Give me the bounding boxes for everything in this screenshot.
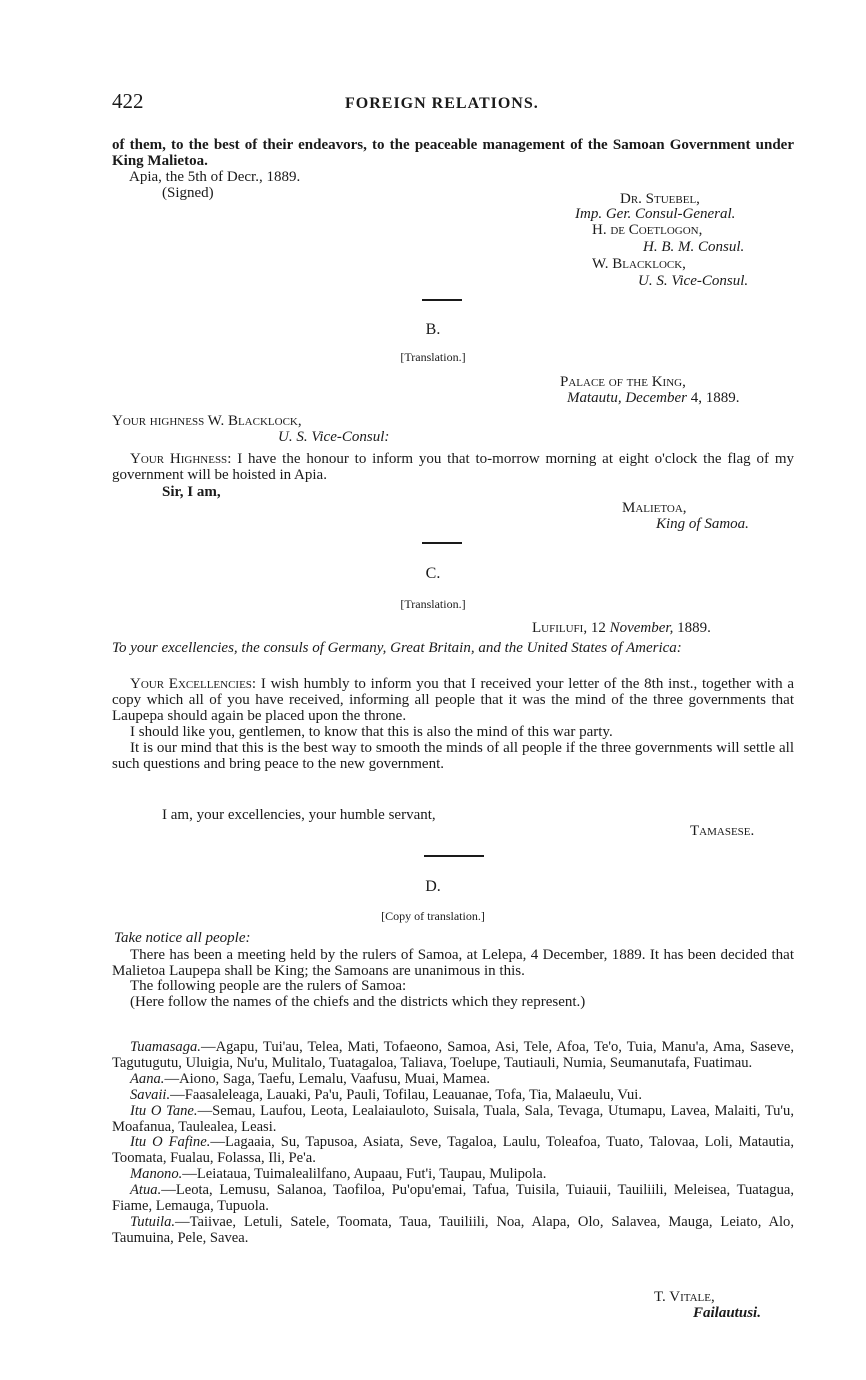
district-item — [112, 1088, 794, 1104]
district-name: Savaii. — [130, 1086, 171, 1103]
c-year: 1889. — [673, 620, 711, 636]
section-b-letter: B. — [425, 321, 441, 338]
b-signer-title: King of Samoa. — [656, 516, 749, 532]
d-district-list — [112, 1040, 794, 1247]
b-body — [112, 451, 794, 483]
district-name: Itu O Fafine. — [130, 1134, 211, 1151]
district-name: Atua. — [130, 1182, 162, 1199]
district-chiefs: Lagaaia, Su, Tapusoa, Asiata, Seve, Tagaloa, Laulu, Toleafoa, Tuato, Talovaa, Loli, Matautia, Toomata, Fualau, Folassa, Ili, Pe'a. — [112, 1134, 794, 1167]
district-name: Aana. — [130, 1070, 165, 1087]
district-chiefs: Aiono, Saga, Taefu, Lemalu, Vaafusu, Muai, Mamea. — [179, 1070, 490, 1087]
district-item — [112, 1135, 794, 1167]
district-dash: — — [182, 1166, 197, 1183]
c-day: 12 — [587, 620, 610, 636]
district-item — [112, 1167, 794, 1183]
district-name: Tutuila. — [130, 1213, 176, 1230]
c-addressee — [112, 640, 794, 656]
c-paragraph-2: I should like you, gentlemen, to know that this is also the mind of this war party. — [130, 724, 613, 740]
b-salutation: Your Highness — [130, 451, 228, 467]
d-signer-title: Failautusi. — [693, 1305, 761, 1321]
district-name: Manono. — [130, 1166, 183, 1183]
district-dash: — — [197, 1102, 213, 1119]
divider-rule-b — [422, 299, 462, 301]
district-dash: — — [170, 1086, 185, 1103]
section-d-note: [Copy of translation.] — [381, 909, 485, 923]
c-signer: Tamasese. — [690, 823, 755, 839]
district-name: Itu O Tane. — [130, 1102, 198, 1119]
c-closing: I am, your excellencies, your humble servant, — [162, 807, 436, 823]
signatory-2-title: H. B. M. Consul. — [643, 239, 745, 255]
signatory-3-title: U. S. Vice-Consul. — [638, 273, 749, 289]
b-addressee-text: Your highness W. Blacklock, — [112, 413, 302, 429]
district-chiefs: Semau, Laufou, Leota, Lealaiauloto, Suisala, Tuala, Sala, Tevaga, Utumapu, Lavea, Malaiti, Tu'u, Moafanua, Taulealea, Leasi. — [112, 1102, 795, 1135]
signatory-1-name: Dr. Stuebel, — [620, 191, 700, 207]
divider-rule-c — [422, 542, 462, 544]
c-paragraph-3: It is our mind that this is the best way to smooth the minds of all people if the three governments will settle all such questions and bring peace to the new government. — [112, 740, 794, 772]
signatory-1-title: Imp. Ger. Consul-General. — [575, 206, 736, 222]
section-c-letter: C. — [425, 565, 441, 582]
d-paragraph-3: (Here follow the names of the chiefs and the districts which they represent.) — [130, 993, 586, 1010]
district-name: Tuamasaga. — [130, 1039, 201, 1055]
section-a-continuation — [112, 137, 794, 169]
district-item — [112, 1215, 794, 1247]
signatory-3-name: W. Blacklock, — [592, 256, 686, 272]
b-signer: Malietoa, — [622, 500, 687, 516]
d-signer: T. Vitale, — [654, 1289, 715, 1305]
d-paragraph-2: The following people are the rulers of Samoa: — [130, 978, 407, 995]
b-addressee — [112, 414, 302, 430]
d-body — [112, 948, 794, 1010]
b-date-line — [567, 391, 739, 407]
district-item — [112, 1072, 794, 1088]
d-opening: Take notice all people: — [114, 930, 251, 946]
c-addressee-text: To your excellencies, the consuls of Germany, Great Britain, and the United States of America: — [112, 640, 682, 656]
district-dash: — — [161, 1182, 176, 1199]
b-date-place: Matautu, December — [567, 390, 687, 406]
running-title: FOREIGN RELATIONS. — [345, 95, 539, 112]
section-b-note: [Translation.] — [400, 350, 466, 364]
section-c-note: [Translation.] — [400, 597, 466, 611]
c-p1-text: : I wish humbly to inform you that I received your letter of the 8th inst., together with a copy which all of you have received, informing all people that it was the mind of the three governments that Laupepa should again be placed upon the throne. — [112, 676, 794, 724]
b-body-paragraph — [112, 451, 794, 483]
district-dash: — — [164, 1070, 180, 1087]
c-place-date — [532, 621, 711, 637]
district-dash: — — [210, 1134, 225, 1151]
c-place: Lufilufi, — [532, 620, 588, 636]
page-number: 422 — [112, 89, 144, 113]
divider-rule-d — [424, 855, 484, 857]
district-dash: — — [175, 1213, 190, 1230]
c-month: November, — [609, 620, 674, 636]
district-item — [112, 1104, 794, 1136]
district-chiefs: Taiivae, Letuli, Satele, Toomata, Taua, Tauiliili, Noa, Alapa, Olo, Salavea, Mauga, Leiato, Alo, Taumuina, Pele, Savea. — [112, 1213, 794, 1246]
section-d-letter: D. — [425, 878, 441, 895]
b-date-rest: 4, 1889. — [686, 390, 740, 406]
b-closing: Sir, I am, — [162, 484, 221, 500]
district-item — [112, 1040, 794, 1072]
b-body-text: : I have the honour to inform you that to-morrow morning at eight o'clock the flag of my government will be hoisted in Apia. — [112, 451, 795, 483]
b-place: Palace of the King, — [560, 374, 686, 390]
district-dash: — — [200, 1039, 216, 1055]
continuation-text: of them, to the best of their endeavors, to the peaceable management of the Samoan Government under King Malietoa. — [112, 137, 794, 169]
b-addressee-title: U. S. Vice-Consul: — [278, 429, 390, 445]
c-paragraph-1 — [112, 676, 794, 724]
c-salutation: Your Excellencies — [130, 676, 252, 692]
signatory-2-name: H. de Coetlogon, — [592, 222, 703, 238]
d-paragraph-1: There has been a meeting held by the rulers of Samoa, at Lelepa, 4 December, 1889. It has been decided that Malietoa Laupepa shall be King; the Samoans are unanimous in this. — [112, 947, 794, 979]
district-chiefs: Leiataua, Tuimalealilfano, Aupaau, Fut'i, Taupau, Mulipola. — [196, 1166, 547, 1183]
c-body — [112, 676, 794, 772]
district-chiefs: Agapu, Tui'au, Telea, Mati, Tofaeono, Samoa, Asi, Tele, Afoa, Te'o, Tuia, Manu'a, Ama, Saseve, Tagutugutu, Uluigia, Nu'u, Mulitalo, Tuatagaloa, Taliava, Toelupe, Tautiauli, Numia, Seumanutafa, Fuatimau. — [112, 1039, 794, 1071]
district-item — [112, 1183, 794, 1215]
signed-label: (Signed) — [162, 185, 214, 201]
place-date: Apia, the 5th of Decr., 1889. — [129, 169, 301, 185]
district-chiefs: Faasaleleaga, Lauaki, Pa'u, Pauli, Tofilau, Leauanae, Tofa, Tia, Malaeulu, Vui. — [184, 1086, 642, 1103]
district-chiefs: Leota, Lemusu, Salanoa, Taofiloa, Pu'opu'emai, Tafua, Tuisila, Tuiauii, Tauiliili, Meleisea, Tuatagua, Fiame, Lemauga, Tupuola. — [112, 1182, 794, 1215]
